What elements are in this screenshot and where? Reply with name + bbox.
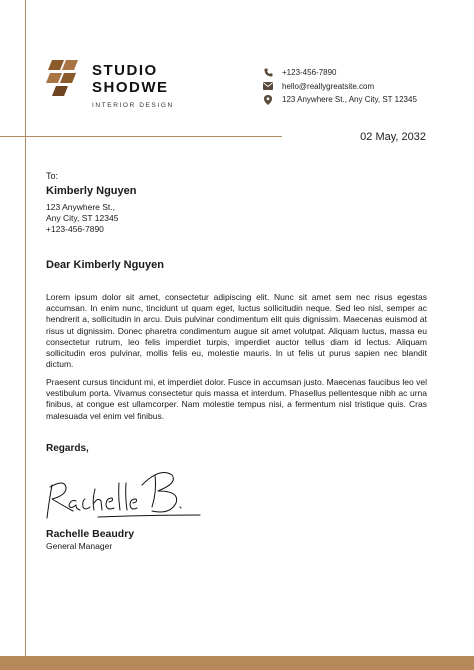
recipient-address-line: 123 Anywhere St.,	[46, 202, 115, 212]
footer-accent-bar	[0, 656, 474, 670]
recipient-address-line: Any City, ST 12345	[46, 213, 119, 223]
to-label: To:	[46, 171, 59, 181]
recipient-name: Kimberly Nguyen	[46, 185, 137, 197]
brand-tagline: INTERIOR DESIGN	[92, 102, 174, 109]
signer-title: General Manager	[46, 541, 113, 551]
body-paragraph: Lorem ipsum dolor sit amet, consectetur adipiscing elit. Nunc sit amet sem nec risus egestas accumsan. In enim nunc, tincidunt ut quam eget, luctus sollicitudin neque. Sed leo nisl, semper ac hendrerit a, sollicitudin in arcu. Duis pulvinar condimentum elit quis dignissim. Maecenas euismod at risus ut dignissim. Donec pharetra condimentum augue sit amet volutpat. Aliquam luctus, massa eu consectetur rutrum, leo felis imperdiet turpis, imperdiet auctor tellus diam id lectus. Aliquam sollicitudin eros pulvinar, mollis felis eu, molestie mauris. In ut felis ut purus sapien nec blandit dictum.	[46, 292, 427, 370]
brand-block	[92, 62, 174, 109]
recipient-phone: +123-456-7890	[46, 224, 104, 234]
left-border-line	[25, 0, 26, 656]
header-divider	[0, 136, 282, 137]
email-icon	[262, 81, 274, 91]
salutation: Dear Kimberly Nguyen	[46, 259, 164, 271]
contact-phone: +123-456-7890	[282, 68, 337, 78]
closing: Regards,	[46, 443, 89, 454]
contact-email[interactable]: hello@reallygreatsite.com	[282, 81, 375, 91]
signer-name: Rachelle Beaudry	[46, 528, 135, 540]
recipient-address	[46, 202, 118, 235]
contact-address: 123 Anywhere St., Any City, ST 12345	[282, 95, 417, 105]
contact-address-row	[262, 93, 417, 107]
body-paragraph: Praesent cursus tincidunt mi, et imperdiet dolor. Fusce in accumsan justo. Maecenas faucibus leo vel vestibulum porta. Vivamus consectetur quis massa et interdum. Phasellus pellentesque nibh ac urna finibus, at congue est ullamcorper. Nam molestie tempus nisi, a fermentum nisl tristique quis. Cras malesuada vel enim vel finibus.	[46, 377, 427, 421]
letter-date: 02 May, 2032	[360, 131, 426, 143]
brand-name-line2: SHODWE	[92, 79, 169, 96]
brand-name-line1: STUDIO	[92, 62, 158, 79]
handwritten-signature	[40, 463, 210, 525]
contact-phone-row	[262, 66, 417, 80]
phone-icon	[262, 68, 274, 78]
studio-logo-icon	[46, 60, 78, 96]
contact-block	[262, 66, 417, 107]
location-icon	[262, 95, 274, 105]
contact-email-row	[262, 80, 417, 94]
